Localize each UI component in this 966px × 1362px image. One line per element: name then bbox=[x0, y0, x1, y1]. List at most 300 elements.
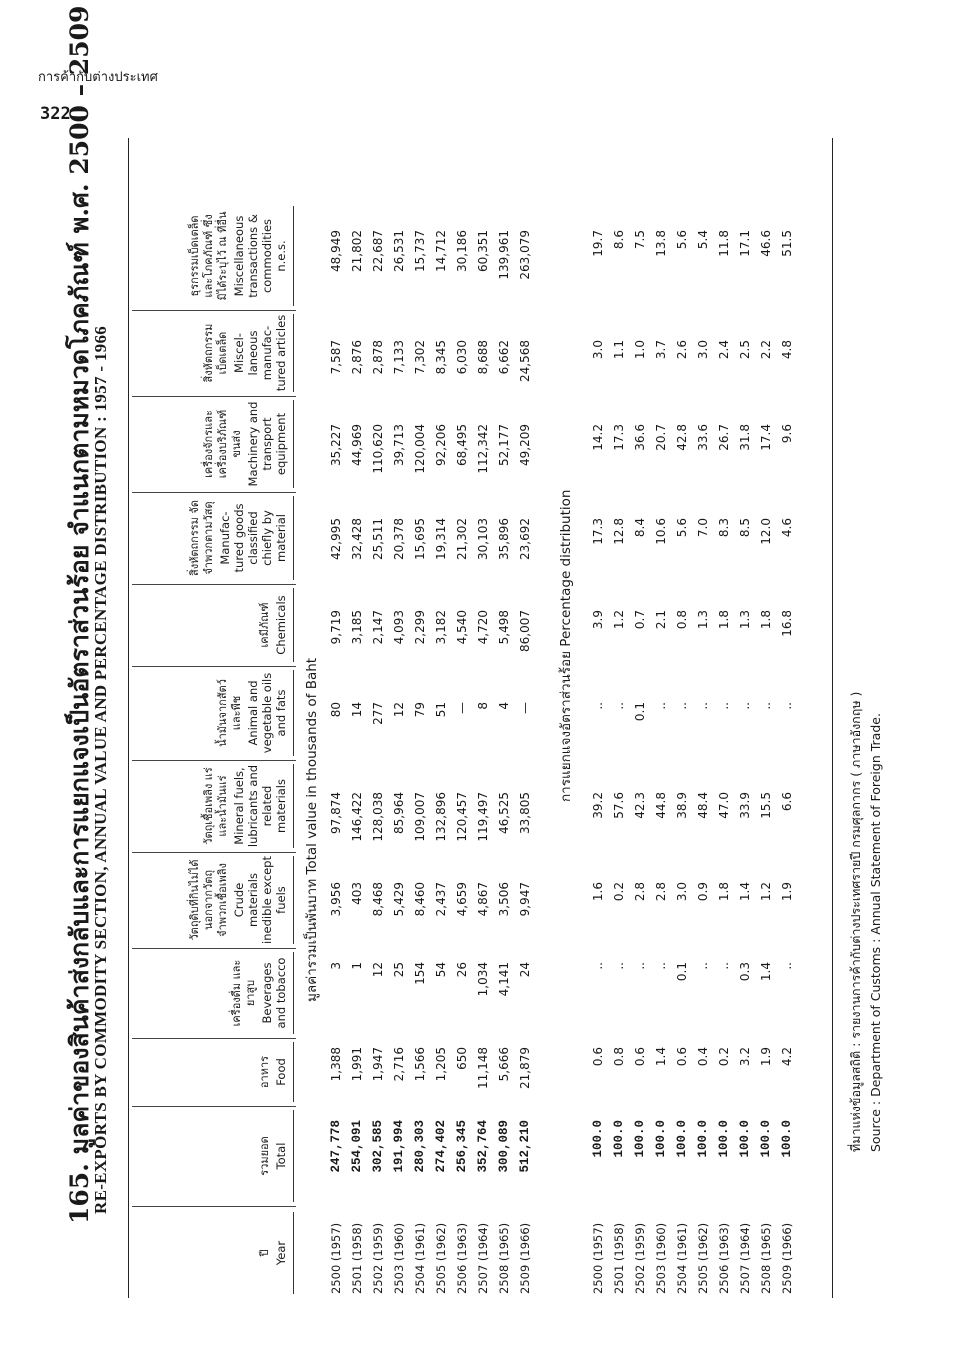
table-cell: 2,299 bbox=[413, 610, 427, 645]
year-cell: 2505 (1962) bbox=[696, 1222, 710, 1294]
table-cell: .. bbox=[780, 962, 794, 970]
table-cell: 100.0 bbox=[654, 1120, 668, 1158]
header-underline bbox=[293, 588, 294, 662]
column-header-thai: เครื่องดื่ม และยาสูบ bbox=[230, 959, 257, 1027]
table-cell: 5.6 bbox=[675, 230, 689, 250]
table-cell: 302,585 bbox=[371, 1120, 385, 1173]
table-cell: .. bbox=[612, 962, 626, 970]
column-header-english: Mineral fuels, lubricants and related materials bbox=[232, 764, 288, 848]
year-cell: 2500 (1957) bbox=[591, 1222, 605, 1294]
table-cell: 146,422 bbox=[350, 792, 364, 842]
column-header-english: Machinery and transport equipment bbox=[246, 401, 288, 487]
table-cell: 512,210 bbox=[518, 1120, 532, 1173]
table-cell: .. bbox=[654, 702, 668, 710]
table-cell: 1.0 bbox=[633, 340, 647, 360]
table-cell: 100.0 bbox=[780, 1120, 794, 1158]
table-cell: 100.0 bbox=[717, 1120, 731, 1158]
year-cell: 2506 (1963) bbox=[717, 1222, 731, 1294]
table-cell: 8 bbox=[476, 702, 490, 710]
header-underline bbox=[293, 1042, 294, 1102]
table-cell: 35,896 bbox=[497, 518, 511, 560]
table-sheet bbox=[60, 5, 936, 1302]
table-cell: 48,949 bbox=[329, 230, 343, 272]
column-header-english: Total bbox=[274, 1142, 288, 1170]
table-cell: 35,227 bbox=[329, 424, 343, 466]
table-row bbox=[431, 132, 451, 1302]
table-cell: 274,402 bbox=[434, 1120, 448, 1173]
table-cell: 92,206 bbox=[434, 424, 448, 466]
table-cell: 30,186 bbox=[455, 230, 469, 272]
table-row bbox=[672, 132, 692, 1302]
table-cell: 23,692 bbox=[518, 518, 532, 560]
table-cell: 3 bbox=[329, 962, 343, 970]
table-cell: 1.6 bbox=[591, 882, 605, 902]
table-row bbox=[756, 132, 776, 1302]
table-cell: 0.8 bbox=[612, 1047, 626, 1067]
table-row bbox=[515, 132, 535, 1302]
table-row bbox=[473, 132, 493, 1302]
table-cell: 9,719 bbox=[329, 610, 343, 645]
table-cell: 1.4 bbox=[759, 962, 773, 982]
column-header bbox=[132, 1212, 288, 1294]
table-row bbox=[735, 132, 755, 1302]
table-cell: .. bbox=[717, 962, 731, 970]
table-cell: 19,314 bbox=[434, 518, 448, 560]
table-cell: 57.6 bbox=[612, 792, 626, 819]
table-cell: .. bbox=[612, 702, 626, 710]
table-cell: 247,778 bbox=[329, 1120, 343, 1173]
table-cell: 100.0 bbox=[675, 1120, 689, 1158]
column-divider bbox=[132, 584, 296, 585]
table-cell: 154 bbox=[413, 962, 427, 985]
column-header-english: Animal and vegetable oils and fats bbox=[246, 672, 288, 754]
table-cell: 4,093 bbox=[392, 610, 406, 645]
column-header-english: Food bbox=[274, 1058, 288, 1086]
table-cell: 20.7 bbox=[654, 424, 668, 451]
table-row bbox=[389, 132, 409, 1302]
column-header-thai: สิ่งหัตถกรรม จัดจำพวกตามวัสดุ bbox=[188, 500, 215, 576]
column-divider bbox=[132, 396, 296, 397]
table-cell: 1.3 bbox=[738, 610, 752, 630]
table-cell: 8.5 bbox=[738, 518, 752, 538]
table-cell: 9,947 bbox=[518, 882, 532, 917]
table-cell: 39.2 bbox=[591, 792, 605, 819]
year-cell: 2504 (1961) bbox=[413, 1222, 427, 1294]
column-header bbox=[132, 314, 288, 392]
column-header-thai: เคมีภัณฑ์ bbox=[258, 602, 271, 648]
year-cell: 2506 (1963) bbox=[455, 1222, 469, 1294]
table-cell: 12 bbox=[392, 702, 406, 718]
table-cell: 277 bbox=[371, 702, 385, 725]
year-cell: 2508 (1965) bbox=[759, 1222, 773, 1294]
table-cell: 119,497 bbox=[476, 792, 490, 842]
table-cell: 2,437 bbox=[434, 882, 448, 917]
column-header-thai: รวมยอด bbox=[258, 1136, 271, 1176]
header-underline bbox=[293, 206, 294, 306]
table-cell: 11.8 bbox=[717, 230, 731, 257]
table-cell: 5.6 bbox=[675, 518, 689, 538]
table-cell: 44.8 bbox=[654, 792, 668, 819]
table-cell: 7,302 bbox=[413, 340, 427, 375]
table-cell: 650 bbox=[455, 1047, 469, 1070]
table-cell: 32,428 bbox=[350, 518, 364, 560]
table-cell: 120,004 bbox=[413, 424, 427, 474]
table-cell: 11,148 bbox=[476, 1047, 490, 1089]
column-header bbox=[132, 670, 288, 756]
table-cell: 3,182 bbox=[434, 610, 448, 645]
table-cell: 8,468 bbox=[371, 882, 385, 917]
table-cell: 17.3 bbox=[591, 518, 605, 545]
table-row bbox=[714, 132, 734, 1302]
table-cell: 191,994 bbox=[392, 1120, 406, 1173]
section-caption-percent: การแยกแจงอัตราส่วนร้อย Percentage distribution bbox=[558, 489, 574, 802]
table-cell: 139,961 bbox=[497, 230, 511, 280]
table-cell: 128,038 bbox=[371, 792, 385, 842]
table-cell: 2.8 bbox=[633, 882, 647, 902]
table-cell: 33,805 bbox=[518, 792, 532, 834]
table-cell: 3,956 bbox=[329, 882, 343, 917]
year-cell: 2501 (1958) bbox=[350, 1222, 364, 1294]
table-cell: 21,302 bbox=[455, 518, 469, 560]
column-divider bbox=[132, 1206, 296, 1207]
table-row bbox=[368, 132, 388, 1302]
table-cell: 8,345 bbox=[434, 340, 448, 375]
column-divider bbox=[132, 1038, 296, 1039]
table-cell: 42.3 bbox=[633, 792, 647, 819]
header-underline bbox=[293, 952, 294, 1034]
table-row bbox=[588, 132, 608, 1302]
table-cell: 14,712 bbox=[434, 230, 448, 272]
table-cell: 3.0 bbox=[675, 882, 689, 902]
column-header-thai: วัตถุเชื้อเพลิง แร่และน้ำมันแร่ bbox=[202, 767, 229, 845]
table-cell: 110,620 bbox=[371, 424, 385, 474]
table-row bbox=[494, 132, 514, 1302]
table-cell: 100.0 bbox=[759, 1120, 773, 1158]
table-cell: .. bbox=[696, 962, 710, 970]
table-cell: 80 bbox=[329, 702, 343, 718]
table-cell: 1.9 bbox=[759, 1047, 773, 1067]
table-cell: 4,867 bbox=[476, 882, 490, 917]
column-header-english: Chemicals bbox=[274, 595, 288, 655]
table-cell: 1,205 bbox=[434, 1047, 448, 1082]
table-cell: 2.4 bbox=[717, 340, 731, 360]
table-row bbox=[777, 132, 797, 1302]
table-cell: 4 bbox=[497, 702, 511, 710]
table-cell: 8,460 bbox=[413, 882, 427, 917]
table-cell: 1 bbox=[350, 962, 364, 970]
table-cell: 5,429 bbox=[392, 882, 406, 917]
table-cell: 4.6 bbox=[780, 518, 794, 538]
column-header-english: Beverages and tobacco bbox=[260, 957, 288, 1029]
table-cell: 2,878 bbox=[371, 340, 385, 375]
column-header-english: Manufac- tured goods classified chiefly by material bbox=[218, 503, 288, 573]
table-cell: 7,133 bbox=[392, 340, 406, 375]
year-cell: 2505 (1962) bbox=[434, 1222, 448, 1294]
year-cell: 2509 (1966) bbox=[780, 1222, 794, 1294]
table-cell: 26.7 bbox=[717, 424, 731, 451]
table-cell: 52,177 bbox=[497, 424, 511, 466]
table-cell: 1,388 bbox=[329, 1047, 343, 1082]
table-cell: 46,525 bbox=[497, 792, 511, 834]
table-row bbox=[693, 132, 713, 1302]
table-cell: .. bbox=[591, 702, 605, 710]
table-cell: 68,495 bbox=[455, 424, 469, 466]
column-header bbox=[132, 856, 288, 944]
table-cell: 36.6 bbox=[633, 424, 647, 451]
table-cell: 13.8 bbox=[654, 230, 668, 257]
table-cell: 25 bbox=[392, 962, 406, 978]
column-header bbox=[132, 400, 288, 488]
table-cell: 2.1 bbox=[654, 610, 668, 630]
header-underline bbox=[293, 670, 294, 756]
table-cell: 31.8 bbox=[738, 424, 752, 451]
table-cell: 352,764 bbox=[476, 1120, 490, 1173]
table-cell: 16.8 bbox=[780, 610, 794, 637]
header-underline bbox=[293, 856, 294, 944]
table-cell: 254,091 bbox=[350, 1120, 364, 1173]
column-divider bbox=[132, 760, 296, 761]
table-cell: 2.6 bbox=[675, 340, 689, 360]
table-cell: 1.4 bbox=[654, 1047, 668, 1067]
column-divider bbox=[132, 1106, 296, 1107]
table-cell: 60,351 bbox=[476, 230, 490, 272]
table-cell: 5,498 bbox=[497, 610, 511, 645]
table-title-thai: 165. มูลค่าของสินค้าส่งกลับและการแยกแจงเป็นอัตราส่วนร้อย จำแนกตามหมวดโภคภัณฑ์ พ.ศ. 2500 – 2509 bbox=[65, 5, 94, 1224]
table-cell: 24,568 bbox=[518, 340, 532, 382]
table-cell: 1.2 bbox=[759, 882, 773, 902]
column-header bbox=[132, 1042, 288, 1102]
table-cell: 3.7 bbox=[654, 340, 668, 360]
table-cell: 48.4 bbox=[696, 792, 710, 819]
table-cell: .. bbox=[654, 962, 668, 970]
table-cell: 15,695 bbox=[413, 518, 427, 560]
column-header-thai: ปี bbox=[258, 1249, 271, 1257]
table-cell: 1.8 bbox=[759, 610, 773, 630]
table-cell: 20,378 bbox=[392, 518, 406, 560]
table-row bbox=[326, 132, 346, 1302]
column-header bbox=[132, 206, 288, 306]
table-cell: 9.6 bbox=[780, 424, 794, 444]
year-cell: 2502 (1959) bbox=[633, 1222, 647, 1294]
table-cell: 280,303 bbox=[413, 1120, 427, 1173]
table-cell: 1.2 bbox=[612, 610, 626, 630]
table-cell: 54 bbox=[434, 962, 448, 978]
table-cell: 112,342 bbox=[476, 424, 490, 474]
table-cell: 42,995 bbox=[329, 518, 343, 560]
table-cell: 0.6 bbox=[633, 1047, 647, 1067]
table-cell: 3,506 bbox=[497, 882, 511, 917]
table-cell: 3.9 bbox=[591, 610, 605, 630]
column-header-thai: เครื่องจักรและเครื่องบริภัณฑ์ ขนส่ง bbox=[202, 409, 243, 479]
column-header-thai: อาหาร bbox=[258, 1055, 271, 1089]
table-cell: 4.8 bbox=[780, 340, 794, 360]
table-cell: 26 bbox=[455, 962, 469, 978]
table-cell: 4,540 bbox=[455, 610, 469, 645]
table-cell: 12.0 bbox=[759, 518, 773, 545]
table-cell: 2.5 bbox=[738, 340, 752, 360]
table-cell: 0.6 bbox=[675, 1047, 689, 1067]
table-cell: 7.0 bbox=[696, 518, 710, 538]
table-cell: 1,947 bbox=[371, 1047, 385, 1082]
table-cell: 12 bbox=[371, 962, 385, 978]
header-underline bbox=[293, 314, 294, 392]
column-header bbox=[132, 764, 288, 848]
table-cell: 21,879 bbox=[518, 1047, 532, 1089]
table-cell: 8.3 bbox=[717, 518, 731, 538]
table-cell: 300,089 bbox=[497, 1120, 511, 1173]
table-cell: 2,716 bbox=[392, 1047, 406, 1082]
table-cell: 120,457 bbox=[455, 792, 469, 842]
year-cell: 2503 (1960) bbox=[654, 1222, 668, 1294]
table-cell: 1,034 bbox=[476, 962, 490, 997]
table-top-rule bbox=[128, 138, 129, 1298]
table-cell: 10.6 bbox=[654, 518, 668, 545]
column-divider bbox=[132, 852, 296, 853]
table-cell: 22,687 bbox=[371, 230, 385, 272]
table-cell: 47.0 bbox=[717, 792, 731, 819]
table-cell: 33.9 bbox=[738, 792, 752, 819]
table-cell: 1,991 bbox=[350, 1047, 364, 1082]
table-cell: 2.2 bbox=[759, 340, 773, 360]
column-header bbox=[132, 496, 288, 580]
table-cell: 3.2 bbox=[738, 1047, 752, 1067]
table-cell: 38.9 bbox=[675, 792, 689, 819]
table-cell: 3.0 bbox=[696, 340, 710, 360]
table-cell: 79 bbox=[413, 702, 427, 718]
table-cell: 1.8 bbox=[717, 882, 731, 902]
year-cell: 2509 (1966) bbox=[518, 1222, 532, 1294]
table-cell: 100.0 bbox=[591, 1120, 605, 1158]
table-cell: .. bbox=[738, 702, 752, 710]
table-cell: 4,659 bbox=[455, 882, 469, 917]
section-caption-values: มูลค่ารวมเป็นพันบาท Total value in thousands of Baht bbox=[304, 657, 320, 1002]
source-thai: ที่มาแห่งข้อมูลสถิติ : รายงานการค้ากับต่างประเทศรายปี กรมศุลกากร ( ภาษาอังกฤษ ) bbox=[848, 691, 863, 1152]
table-cell: 17.1 bbox=[738, 230, 752, 257]
table-cell: 1.4 bbox=[738, 882, 752, 902]
column-header-thai: วัตถุดิบที่กินไม่ได้ นอกจากวัตถุจำพวกเชื้อเพลิง bbox=[188, 859, 229, 941]
table-cell: 4.2 bbox=[780, 1047, 794, 1067]
year-cell: 2501 (1958) bbox=[612, 1222, 626, 1294]
year-cell: 2502 (1959) bbox=[371, 1222, 385, 1294]
column-header-thai: ธุรกรรมเบ็ดเตล็ดและโภคภัณฑ์ ซึ่งมิได้ระบุไว้ ณ ที่อื่น bbox=[188, 211, 229, 301]
table-row bbox=[410, 132, 430, 1302]
table-row bbox=[651, 132, 671, 1302]
table-row bbox=[609, 132, 629, 1302]
table-cell: 3,185 bbox=[350, 610, 364, 645]
column-divider bbox=[132, 948, 296, 949]
column-header bbox=[132, 588, 288, 662]
table-cell: .. bbox=[675, 702, 689, 710]
table-cell: 2,147 bbox=[371, 610, 385, 645]
page-number: 322 bbox=[40, 104, 71, 124]
column-divider bbox=[132, 310, 296, 311]
table-cell: 19.7 bbox=[591, 230, 605, 257]
table-cell: 0.9 bbox=[696, 882, 710, 902]
table-cell: 1.1 bbox=[612, 340, 626, 360]
table-row bbox=[630, 132, 650, 1302]
year-cell: 2504 (1961) bbox=[675, 1222, 689, 1294]
table-cell: 100.0 bbox=[738, 1120, 752, 1158]
table-cell: 46.6 bbox=[759, 230, 773, 257]
table-cell: 100.0 bbox=[612, 1120, 626, 1158]
table-cell: 8,688 bbox=[476, 340, 490, 375]
year-cell: 2503 (1960) bbox=[392, 1222, 406, 1294]
table-cell: 6,662 bbox=[497, 340, 511, 375]
table-cell: 17.3 bbox=[612, 424, 626, 451]
table-title-english: RE-EXPORTS BY COMMODITY SECTION, ANNUAL VALUE AND PERCENTAGE DISTRIBUTION : 1957 - 1966 bbox=[91, 325, 110, 1214]
table-cell: 0.2 bbox=[717, 1047, 731, 1067]
table-cell: 0.4 bbox=[696, 1047, 710, 1067]
table-cell: .. bbox=[633, 962, 647, 970]
table-cell: 263,079 bbox=[518, 230, 532, 280]
year-cell: 2507 (1964) bbox=[738, 1222, 752, 1294]
column-header-english: Miscellaneous transactions & commodities n.e.s. bbox=[232, 214, 288, 298]
table-cell: 14.2 bbox=[591, 424, 605, 451]
year-cell: 2507 (1964) bbox=[476, 1222, 490, 1294]
table-cell: 25,511 bbox=[371, 518, 385, 560]
column-divider bbox=[132, 492, 296, 493]
table-cell: 109,007 bbox=[413, 792, 427, 842]
table-cell: .. bbox=[591, 962, 605, 970]
table-cell: 3.0 bbox=[591, 340, 605, 360]
table-cell: 100.0 bbox=[633, 1120, 647, 1158]
table-cell: 7,587 bbox=[329, 340, 343, 375]
table-cell: 97,874 bbox=[329, 792, 343, 834]
table-cell: 6.6 bbox=[780, 792, 794, 812]
table-cell: .. bbox=[717, 702, 731, 710]
table-cell: 51 bbox=[434, 702, 448, 718]
header-underline bbox=[293, 1212, 294, 1294]
table-cell: 132,896 bbox=[434, 792, 448, 842]
column-header-english: Miscel- laneous manufac- tured articles bbox=[232, 314, 288, 392]
table-cell: 14 bbox=[350, 702, 364, 718]
table-cell: 8.6 bbox=[612, 230, 626, 250]
table-cell: 7.5 bbox=[633, 230, 647, 250]
table-cell: 4,141 bbox=[497, 962, 511, 997]
column-divider bbox=[132, 666, 296, 667]
table-cell: 44,969 bbox=[350, 424, 364, 466]
table-cell: 51.5 bbox=[780, 230, 794, 257]
column-header bbox=[132, 952, 288, 1034]
table-cell: — bbox=[455, 702, 469, 714]
table-cell: 0.7 bbox=[633, 610, 647, 630]
source-english: Source : Department of Customs : Annual Statement of Foreign Trade. bbox=[868, 713, 883, 1152]
table-cell: 5.4 bbox=[696, 230, 710, 250]
table-cell: 17.4 bbox=[759, 424, 773, 451]
table-cell: 2,876 bbox=[350, 340, 364, 375]
table-cell: 30,103 bbox=[476, 518, 490, 560]
table-cell: .. bbox=[780, 702, 794, 710]
header-underline bbox=[293, 1110, 294, 1202]
table-cell: 0.3 bbox=[738, 962, 752, 982]
table-cell: 85,964 bbox=[392, 792, 406, 834]
table-cell: 1,566 bbox=[413, 1047, 427, 1082]
table-cell: 403 bbox=[350, 882, 364, 905]
column-header-thai: น้ำมันจากสัตว์และพืช bbox=[216, 679, 243, 747]
column-header-thai: สิ่งหัตถกรรม เบ็ดเตล็ด bbox=[202, 323, 229, 383]
header-underline bbox=[293, 764, 294, 848]
header-underline bbox=[293, 400, 294, 488]
table-cell: — bbox=[518, 702, 532, 714]
table-cell: 0.8 bbox=[675, 610, 689, 630]
table-cell: 15,737 bbox=[413, 230, 427, 272]
table-cell: 0.1 bbox=[675, 962, 689, 982]
table-cell: .. bbox=[696, 702, 710, 710]
table-cell: .. bbox=[759, 702, 773, 710]
table-cell: 42.8 bbox=[675, 424, 689, 451]
table-cell: 21,802 bbox=[350, 230, 364, 272]
column-header-english: Crude materials inedible except fuels bbox=[232, 856, 288, 944]
